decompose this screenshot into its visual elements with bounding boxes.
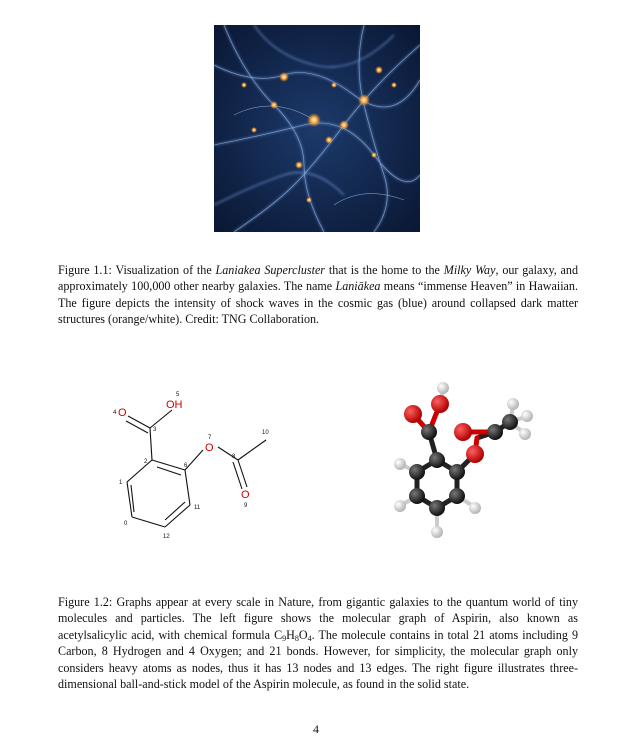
- page-number: 4: [313, 722, 319, 736]
- atom-11-index: 11: [194, 505, 201, 511]
- atom-4-index: 4: [113, 410, 117, 416]
- atom-o7: O: [205, 442, 214, 454]
- atom-5-index: 5: [176, 392, 180, 398]
- laniakea-supercluster-image: [214, 25, 420, 232]
- atom-o4: O: [118, 407, 127, 419]
- aspirin-molecular-graph: [110, 385, 290, 545]
- atom-12-index: 12: [163, 534, 170, 540]
- aspirin-ball-and-stick-model: [345, 372, 545, 562]
- atom-8-index: 8: [232, 454, 236, 460]
- atom-10-index: 10: [262, 430, 269, 436]
- atom-6-index: 6: [184, 463, 188, 469]
- atom-3-index: 3: [153, 427, 157, 433]
- atom-oh5: OH: [166, 399, 183, 411]
- figure-1-1-caption: Figure 1.1: Visualization of the Laniakea Supercluster that is the home to the Milky Way, our galaxy, and approximately 100,000 other nearby galaxies. The name Laniākea means “immense Heaven” in Hawaiian. The figure depicts the intensity of shock waves in the cosmic gas (blue) around collapsed dark matter structures (orange/white). Credit: TNG Collaboration.: [58, 263, 578, 327]
- atom-7-index: 7: [208, 435, 212, 441]
- figure-1-2-caption: Figure 1.2: Graphs appear at every scale in Nature, from gigantic galaxies to the quantum world of tiny molecules and particles. The left figure shows the molecular graph of Aspirin, also known as acetylsalicylic acid, with chemical formula $C_9H_8O_4$. The molecule contains in total 21 atoms including 9 Carbon, 8 Hydrogen and 4 Oxygen; and 21 bonds. However, for simplicity, the molecular graph only considers heavy atoms as nodes, thus it has 13 nodes and 13 edges. The right figure illustrates three-dimensional ball-and-stick model of the Aspirin molecule, as found in the solid state.: [58, 595, 579, 692]
- atom-2-index: 2: [144, 459, 148, 465]
- atom-9-index: 9: [244, 503, 248, 509]
- atom-o9: O: [241, 489, 250, 501]
- atom-1-index: 1: [119, 480, 123, 486]
- atom-0-index: 0: [124, 521, 128, 527]
